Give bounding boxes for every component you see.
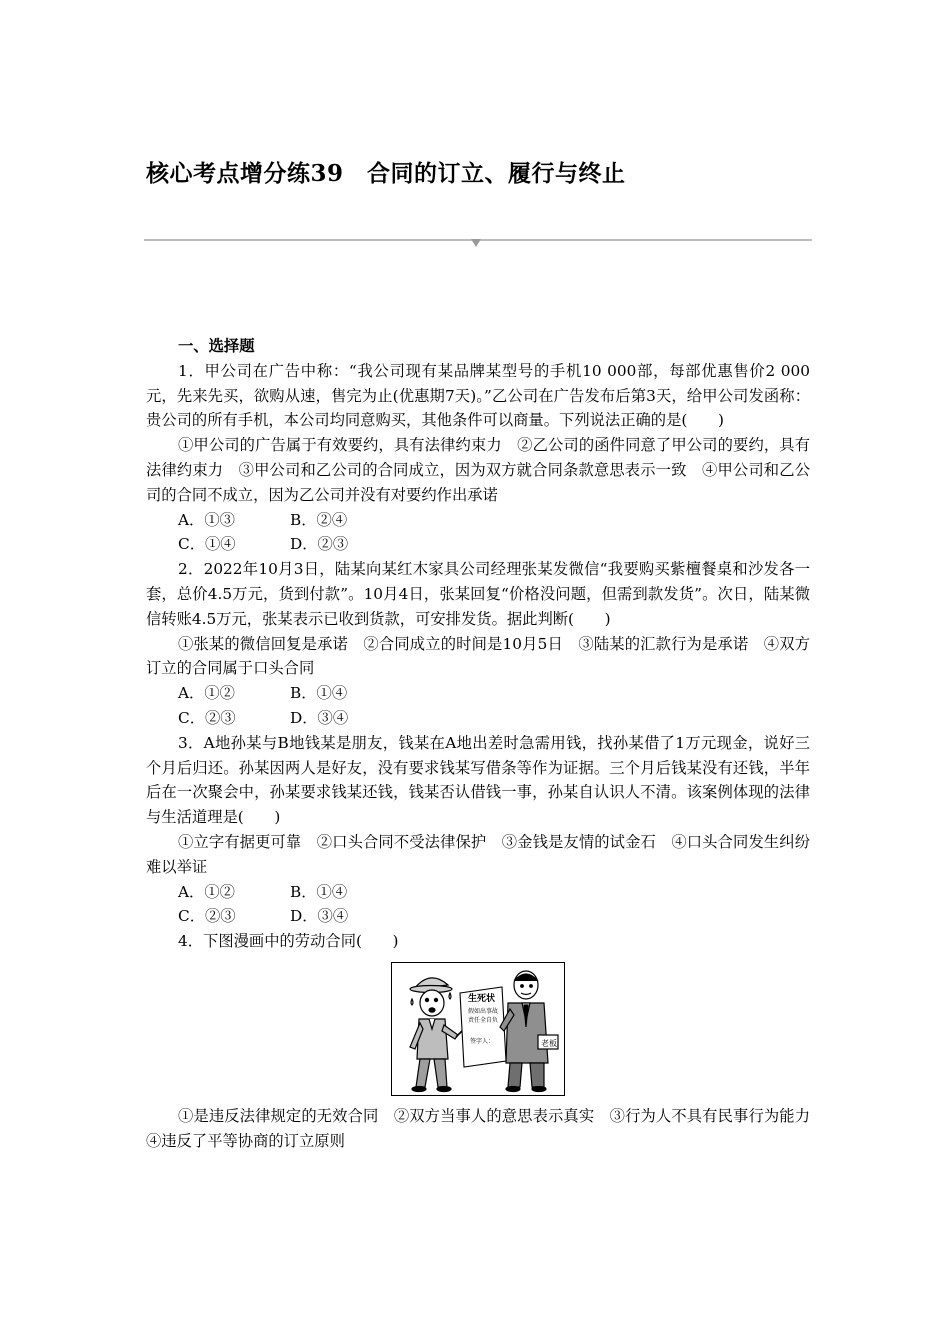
worker-figure	[410, 978, 464, 1092]
choice-a[interactable]: A．①③	[178, 510, 235, 529]
question-2-stem: 2．2022年10月3日，陆某向某红木家具公司经理张某发微信“我要购买紫檀餐桌和沙发各一套，总价4.5万元，货到付款”。10月4日，张某回复“价格没问题，但需到款发货”。次日，陆某微信转账4.5万元，张某表示已收到货款，可安排发货。据此判断( )	[146, 560, 810, 628]
section-heading: 一、选择题	[178, 337, 255, 355]
question-4-statements: ①是违反法律规定的无效合同 ②双方当事人的意思表示真实 ③行为人不具有民事行为能力 ④违反了平等协商的订立原则	[146, 1106, 826, 1150]
question-1-statements: ①甲公司的广告属于有效要约，具有法律约束力 ②乙公司的函件同意了甲公司的要约，具有法律约束力 ③甲公司和乙公司的合同成立，因为双方就合同条款意思表示一致 ④甲公司和乙公司的合同不成立，因为乙公司并没有对要约作出承诺	[146, 436, 810, 504]
contract-line-2: 责任全自负	[468, 1016, 499, 1024]
question-2-choices-row-2	[146, 706, 810, 731]
question-1-choices-row-2	[146, 532, 810, 557]
choice-b[interactable]: B．②④	[290, 510, 348, 529]
question-2-choices-row-1	[146, 681, 810, 706]
question-3-choices-row-1	[146, 880, 810, 905]
question-1-choices-row-1	[146, 508, 810, 533]
question-3-stem: 3．A地孙某与B地钱某是朋友，钱某在A地出差时急需用钱，找孙某借了1万元现金，说好三个月后归还。孙某因两人是好友，没有要求钱某写借条等作为证据。三个月后钱某没有还钱，半年后在一次聚会中，孙某要求钱某还钱，钱某否认借钱一事，孙某自认识人不清。该案例体现的法律与生活道理是( )	[146, 733, 810, 827]
badge-char-1: 老	[541, 1038, 549, 1048]
divider-triangle-icon	[471, 239, 481, 247]
question-4-stem: 4．下图漫画中的劳动合同( )	[178, 932, 399, 951]
choice-d[interactable]: D．②③	[290, 535, 349, 554]
contract-signature-label: 签字人：	[470, 1037, 495, 1045]
choice-a[interactable]: A．①②	[178, 882, 235, 901]
badge-char-2: 板	[549, 1038, 557, 1048]
cartoon-illustration	[391, 962, 565, 1096]
choice-c[interactable]: C．②③	[178, 907, 236, 926]
question-3-choices-row-2	[146, 904, 810, 929]
question-3-statements: ①立字有据更可靠 ②口头合同不受法律保护 ③金钱是友情的试金石 ④口头合同发生纠纷难以举证	[146, 832, 810, 876]
choice-b[interactable]: B．①④	[290, 684, 348, 703]
page-title: 核心考点增分练39 合同的订立、履行与终止	[146, 160, 626, 187]
contract-line-1: 假如出事故	[468, 1007, 499, 1015]
choice-c[interactable]: C．①④	[178, 535, 236, 554]
boss-figure	[500, 971, 558, 1092]
choice-d[interactable]: D．③④	[290, 907, 349, 926]
choice-d[interactable]: D．③④	[290, 708, 349, 727]
contract-document	[460, 987, 506, 1067]
contract-title: 生死状	[468, 993, 496, 1004]
cartoon-figure	[146, 962, 810, 1096]
question-2-statements: ①张某的微信回复是承诺 ②合同成立的时间是10月5日 ③陆某的汇款行为是承诺 ④双方订立的合同属于口头合同	[146, 634, 810, 678]
choice-a[interactable]: A．①②	[178, 684, 235, 703]
choice-c[interactable]: C．②③	[178, 708, 236, 727]
question-1-stem: 1．甲公司在广告中称：“我公司现有某品牌某型号的手机10 000部，每部优惠售价2 000元，先来先买，欲购从速，售完为止(优惠期7天)。”乙公司在广告发布后第3天，给甲公司发函称：贵公司的所有手机，本公司均同意购买，其他条件可以商量。下列说法正确的是( )	[146, 361, 810, 430]
choice-b[interactable]: B．①④	[290, 882, 348, 901]
question-list	[146, 334, 826, 1154]
